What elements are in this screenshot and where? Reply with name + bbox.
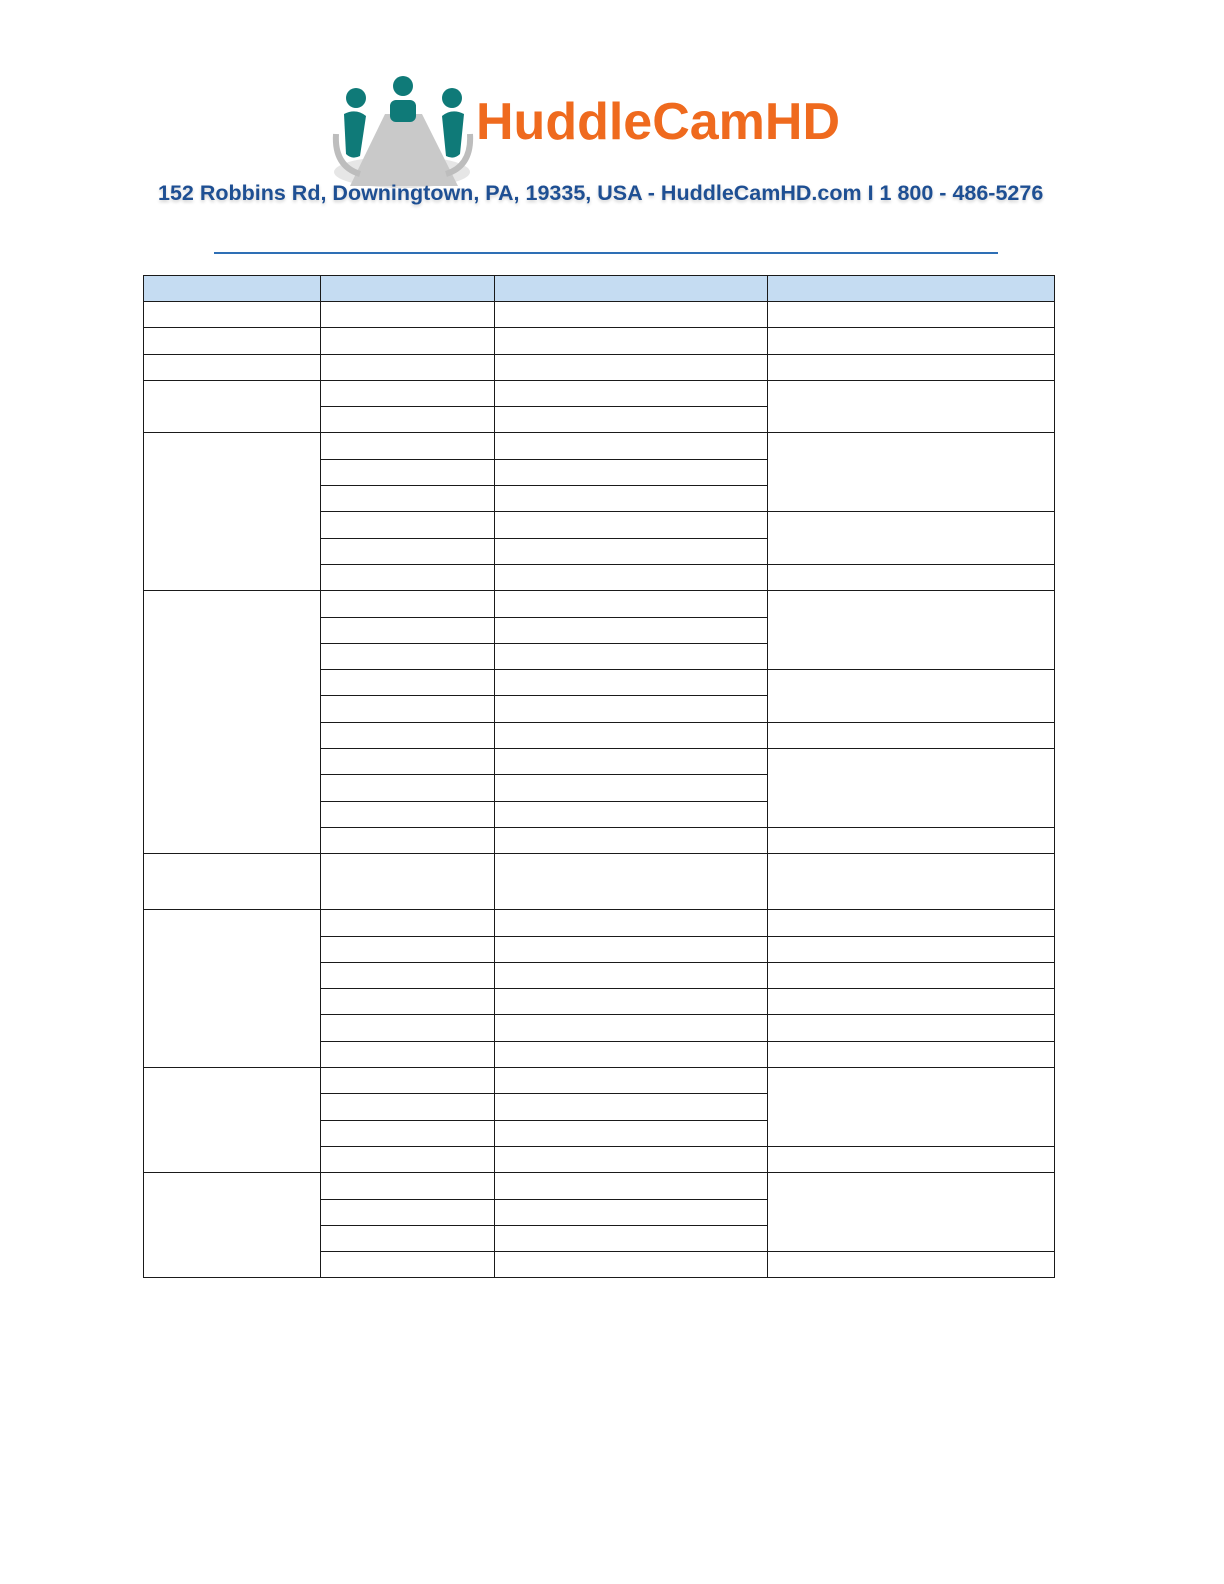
spec-table bbox=[143, 275, 1055, 1278]
table-cell bbox=[321, 696, 495, 722]
table-cell bbox=[768, 962, 1055, 988]
table-cell bbox=[495, 354, 768, 380]
table-cell bbox=[144, 433, 321, 591]
table-cell bbox=[495, 1015, 768, 1041]
table-cell bbox=[321, 910, 495, 936]
table-cell bbox=[768, 749, 1055, 828]
table-cell bbox=[495, 696, 768, 722]
table-cell bbox=[495, 643, 768, 669]
table-cell bbox=[768, 1068, 1055, 1147]
table-cell bbox=[321, 564, 495, 590]
table-cell bbox=[768, 354, 1055, 380]
table-cell bbox=[495, 407, 768, 433]
table-cell bbox=[495, 433, 768, 459]
table-cell bbox=[768, 1015, 1055, 1041]
header-divider bbox=[214, 252, 998, 254]
table-row bbox=[144, 854, 1055, 910]
table-cell bbox=[495, 1120, 768, 1146]
table-cell bbox=[144, 591, 321, 854]
table-row bbox=[144, 591, 1055, 617]
table-cell bbox=[768, 936, 1055, 962]
table-row bbox=[144, 302, 1055, 328]
table-cell bbox=[768, 1146, 1055, 1172]
table-cell bbox=[321, 989, 495, 1015]
table-cell bbox=[495, 670, 768, 696]
logo-wordmark: HuddleCamHD bbox=[476, 93, 841, 151]
table-cell bbox=[768, 722, 1055, 748]
table-cell bbox=[768, 854, 1055, 910]
table-cell bbox=[495, 486, 768, 512]
table-row bbox=[144, 380, 1055, 406]
table-cell bbox=[144, 1068, 321, 1173]
table-cell bbox=[321, 354, 495, 380]
table-cell bbox=[321, 962, 495, 988]
table-row bbox=[144, 1173, 1055, 1199]
table-cell bbox=[768, 670, 1055, 723]
table-cell bbox=[144, 302, 321, 328]
table-cell bbox=[768, 827, 1055, 853]
table-cell bbox=[321, 854, 495, 910]
table-cell bbox=[495, 1252, 768, 1278]
table-cell bbox=[495, 801, 768, 827]
table-cell bbox=[321, 801, 495, 827]
table-cell bbox=[495, 512, 768, 538]
table-cell bbox=[768, 328, 1055, 354]
table-cell bbox=[495, 722, 768, 748]
table-cell bbox=[321, 1041, 495, 1067]
table-cell bbox=[321, 1173, 495, 1199]
table-cell bbox=[321, 512, 495, 538]
table-cell bbox=[495, 1146, 768, 1172]
table-row bbox=[144, 328, 1055, 354]
table-row bbox=[144, 433, 1055, 459]
table-cell bbox=[144, 328, 321, 354]
table-row bbox=[144, 1068, 1055, 1094]
table-cell bbox=[321, 670, 495, 696]
table-cell bbox=[321, 775, 495, 801]
table-cell bbox=[321, 1094, 495, 1120]
table-cell bbox=[321, 1068, 495, 1094]
table-cell bbox=[495, 1041, 768, 1067]
table-cell bbox=[768, 564, 1055, 590]
table-cell bbox=[495, 827, 768, 853]
table-cell bbox=[495, 936, 768, 962]
table-cell bbox=[495, 910, 768, 936]
meeting-people-logo-icon bbox=[330, 74, 475, 190]
table-cell bbox=[495, 1094, 768, 1120]
table-cell bbox=[321, 302, 495, 328]
table-header-cell bbox=[768, 276, 1055, 302]
table-cell bbox=[768, 591, 1055, 670]
table-cell bbox=[768, 380, 1055, 433]
table-cell bbox=[321, 433, 495, 459]
table-cell bbox=[321, 538, 495, 564]
table-cell bbox=[321, 1252, 495, 1278]
table-cell bbox=[321, 328, 495, 354]
table-cell bbox=[495, 749, 768, 775]
table-cell bbox=[144, 854, 321, 910]
table-cell bbox=[321, 1225, 495, 1251]
table-cell bbox=[768, 302, 1055, 328]
table-cell bbox=[495, 989, 768, 1015]
table-cell bbox=[495, 459, 768, 485]
table-cell bbox=[321, 749, 495, 775]
table-cell bbox=[321, 486, 495, 512]
table-cell bbox=[144, 354, 321, 380]
table-cell bbox=[321, 591, 495, 617]
table-cell bbox=[495, 854, 768, 910]
table-cell bbox=[768, 433, 1055, 512]
brand-logo bbox=[330, 74, 900, 190]
table-cell bbox=[321, 617, 495, 643]
table-cell bbox=[321, 722, 495, 748]
table-cell bbox=[768, 1041, 1055, 1067]
table-cell bbox=[321, 827, 495, 853]
table-cell bbox=[495, 538, 768, 564]
table-cell bbox=[144, 380, 321, 433]
table-cell bbox=[321, 643, 495, 669]
table-cell bbox=[321, 380, 495, 406]
table-cell bbox=[495, 1173, 768, 1199]
table-header-cell bbox=[144, 276, 321, 302]
table-cell bbox=[495, 380, 768, 406]
table-cell bbox=[495, 1068, 768, 1094]
table-cell bbox=[321, 1015, 495, 1041]
table-cell bbox=[321, 407, 495, 433]
table-cell bbox=[495, 617, 768, 643]
table-cell bbox=[321, 1199, 495, 1225]
table-cell bbox=[495, 775, 768, 801]
table-header-row bbox=[144, 276, 1055, 302]
table-cell bbox=[768, 910, 1055, 936]
table-header-cell bbox=[321, 276, 495, 302]
table-header-cell bbox=[495, 276, 768, 302]
table-cell bbox=[321, 459, 495, 485]
table-cell bbox=[495, 591, 768, 617]
company-address: 152 Robbins Rd, Downingtown, PA, 19335, USA - HuddleCamHD.com I 1 800 - 486-5276 bbox=[158, 181, 1044, 205]
table-cell bbox=[768, 989, 1055, 1015]
table-cell bbox=[495, 962, 768, 988]
table-cell bbox=[321, 936, 495, 962]
table-cell bbox=[768, 512, 1055, 565]
table-cell bbox=[495, 1225, 768, 1251]
table-cell bbox=[768, 1173, 1055, 1252]
table-row bbox=[144, 910, 1055, 936]
table-cell bbox=[495, 328, 768, 354]
table-cell bbox=[495, 302, 768, 328]
table-cell bbox=[321, 1120, 495, 1146]
table-row bbox=[144, 354, 1055, 380]
table-cell bbox=[495, 1199, 768, 1225]
table-cell bbox=[321, 1146, 495, 1172]
table-cell bbox=[144, 1173, 321, 1278]
table-cell bbox=[495, 564, 768, 590]
table-cell bbox=[768, 1252, 1055, 1278]
table-cell bbox=[144, 910, 321, 1068]
